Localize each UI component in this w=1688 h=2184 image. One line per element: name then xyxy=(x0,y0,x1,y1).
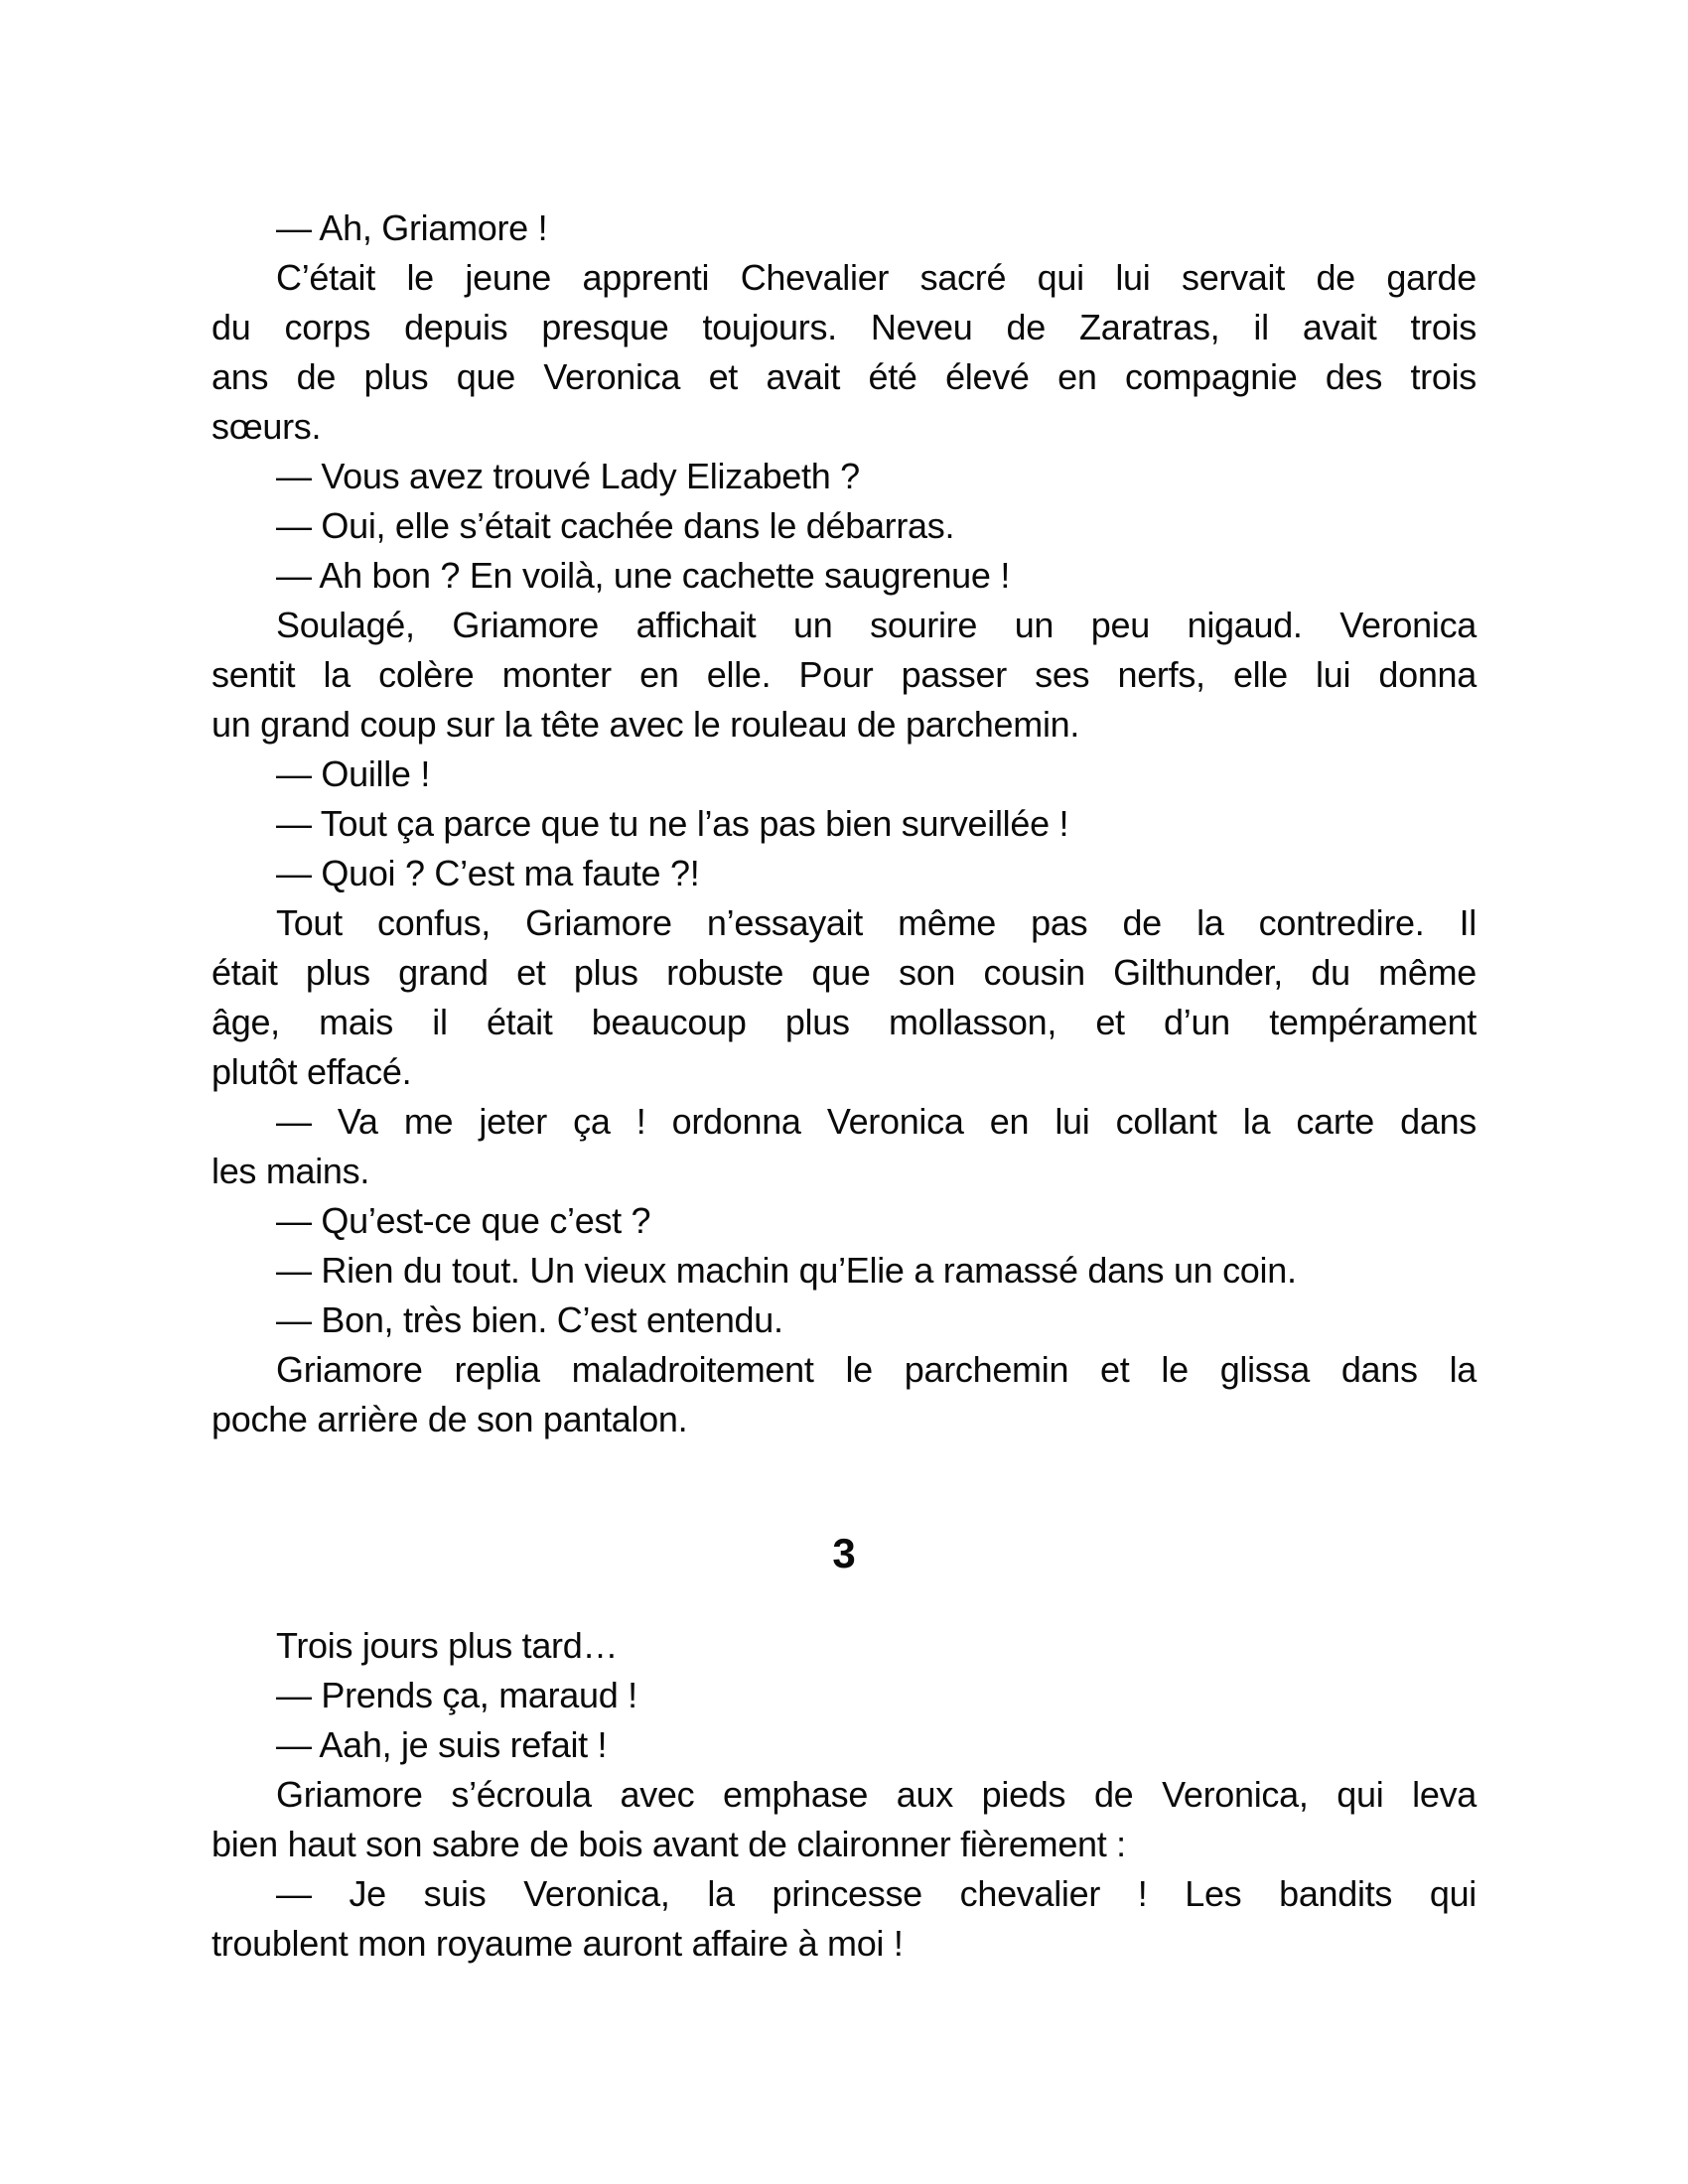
text-line: sentit la colère monter en elle. Pour passer ses nerfs, elle lui donna xyxy=(211,654,1477,695)
paragraph xyxy=(211,799,1477,849)
text-line: les mains. xyxy=(211,1151,370,1191)
paragraph xyxy=(211,1720,1477,1770)
paragraph xyxy=(211,1296,1477,1345)
text-line: C’était le jeune apprenti Chevalier sacré qui lui servait de garde xyxy=(276,257,1477,298)
text-line: — Oui, elle s’était cachée dans le débarras. xyxy=(276,505,955,546)
text-line: — Je suis Veronica, la princesse chevalier ! Les bandits qui xyxy=(276,1873,1477,1914)
paragraph xyxy=(211,1097,1477,1196)
paragraph xyxy=(211,452,1477,501)
text-line: — Va me jeter ça ! ordonna Veronica en lui collant la carte dans xyxy=(276,1101,1477,1142)
paragraph xyxy=(211,1196,1477,1246)
text-line: — Bon, très bien. C’est entendu. xyxy=(276,1299,783,1340)
text-line: — Prends ça, maraud ! xyxy=(276,1675,637,1715)
text-line: — Ah, Griamore ! xyxy=(276,207,548,248)
paragraph xyxy=(211,1246,1477,1296)
paragraph xyxy=(211,750,1477,799)
text-line: âge, mais il était beaucoup plus mollasson, et d’un tempérament xyxy=(211,1002,1477,1042)
text-line: Trois jours plus tard… xyxy=(276,1625,619,1666)
paragraph xyxy=(211,1770,1477,1869)
paragraph xyxy=(211,898,1477,1097)
text-line: bien haut son sabre de bois avant de claironner fièrement : xyxy=(211,1824,1126,1864)
text-line: était plus grand et plus robuste que son cousin Gilthunder, du même xyxy=(211,952,1477,993)
paragraph xyxy=(211,253,1477,452)
text-line: — Ah bon ? En voilà, une cachette saugrenue ! xyxy=(276,555,1011,596)
text-column xyxy=(211,204,1477,1969)
text-line: — Rien du tout. Un vieux machin qu’Elie a ramassé dans un coin. xyxy=(276,1250,1297,1291)
text-line: — Aah, je suis refait ! xyxy=(276,1724,608,1765)
chapter-number-heading: 3 xyxy=(832,1530,856,1576)
paragraph xyxy=(211,1621,1477,1671)
paragraph xyxy=(211,501,1477,551)
text-line: du corps depuis presque toujours. Neveu de Zaratras, il avait trois xyxy=(211,307,1477,347)
paragraph xyxy=(211,204,1477,253)
text-line: un grand coup sur la tête avec le rouleau de parchemin. xyxy=(211,704,1080,745)
text-line: sœurs. xyxy=(211,406,322,447)
paragraph xyxy=(211,551,1477,601)
paragraph xyxy=(211,1869,1477,1969)
text-line: troublent mon royaume auront affaire à moi ! xyxy=(211,1923,904,1964)
text-line: — Tout ça parce que tu ne l’as pas bien surveillée ! xyxy=(276,803,1069,844)
text-line: ans de plus que Veronica et avait été élevé en compagnie des trois xyxy=(211,356,1477,397)
text-line: — Vous avez trouvé Lady Elizabeth ? xyxy=(276,456,860,496)
text-line: Soulagé, Griamore affichait un sourire un peu nigaud. Veronica xyxy=(276,605,1477,645)
text-line: — Qu’est-ce que c’est ? xyxy=(276,1200,651,1241)
text-line: poche arrière de son pantalon. xyxy=(211,1399,688,1439)
text-block-after-chapter xyxy=(211,1621,1477,1969)
text-line: Griamore s’écroula avec emphase aux pieds de Veronica, qui leva xyxy=(276,1774,1477,1815)
text-line: Tout confus, Griamore n’essayait même pas de la contredire. Il xyxy=(276,902,1477,943)
paragraph xyxy=(211,849,1477,898)
paragraph xyxy=(211,1671,1477,1720)
text-line: — Ouille ! xyxy=(276,753,431,794)
paragraph xyxy=(211,1345,1477,1444)
paragraph xyxy=(211,601,1477,750)
text-line: Griamore replia maladroitement le parchemin et le glissa dans la xyxy=(276,1349,1477,1390)
text-line: — Quoi ? C’est ma faute ?! xyxy=(276,853,700,893)
text-block-before-chapter xyxy=(211,204,1477,1444)
text-line: plutôt effacé. xyxy=(211,1051,412,1092)
